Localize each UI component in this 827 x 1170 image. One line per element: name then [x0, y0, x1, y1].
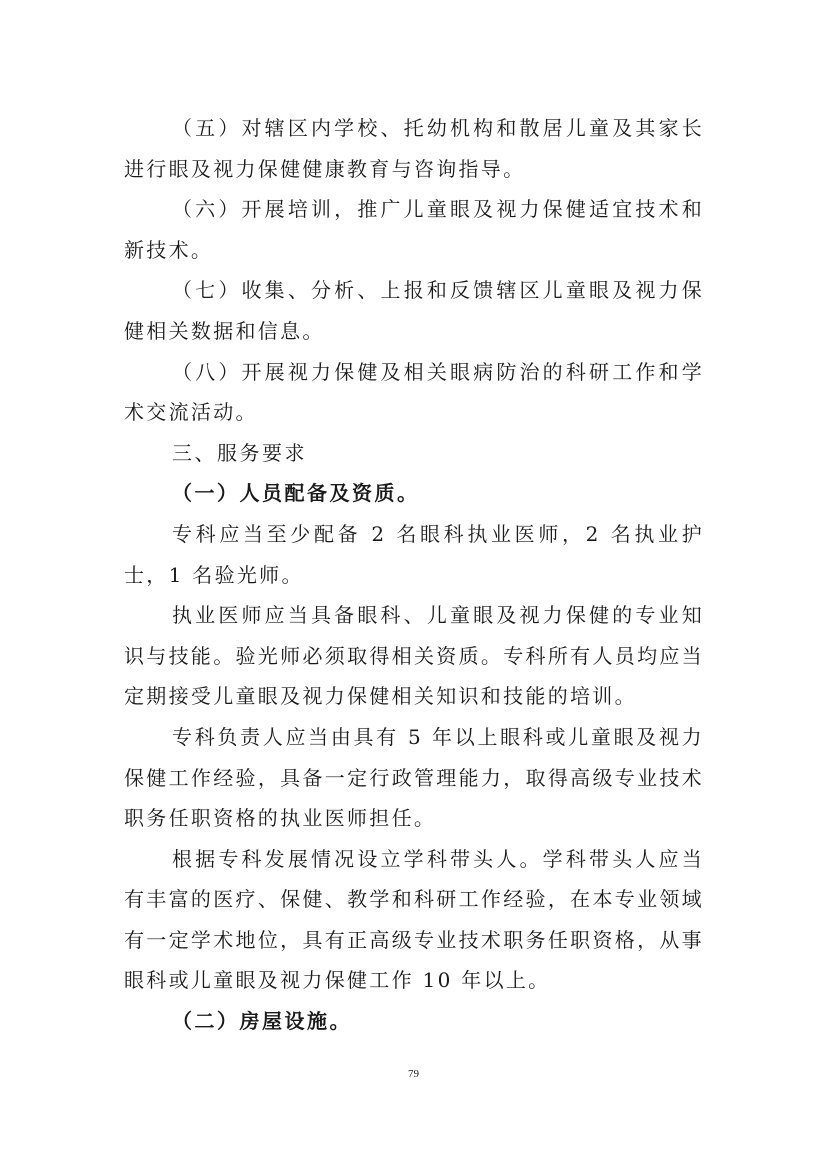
document-body — [124, 108, 704, 1042]
paragraph-item-6: （六）开展培训，推广儿童眼及视力保健适宜技术和新技术。 — [124, 197, 704, 262]
paragraph-item-8: （八）开展视力保健及相关眼病防治的科研工作和学术交流活动。 — [124, 359, 704, 425]
page-number: 79 — [408, 1068, 419, 1080]
paragraph-item-5: （五）对辖区内学校、托幼机构和散居儿童及其家长进行眼及视力保健健康教育与咨询指导。 — [124, 116, 704, 181]
subheading-facilities: （二）房屋设施。 — [172, 1009, 352, 1034]
paragraph-staff-numbers: 专科应当至少配备 2 名眼科执业医师，2 名执业护士，1 名验光师。 — [124, 521, 704, 587]
paragraph-physician-qualifications: 执业医师应当具备眼科、儿童眼及视力保健的专业知识与技能。验光师必须取得相关资质。专科所有人员均应当定期接受儿童眼及视力保健相关知识和技能的培训。 — [124, 603, 704, 709]
subheading-staffing: （一）人员配备及资质。 — [172, 481, 420, 506]
paragraph-item-7: （七）收集、分析、上报和反馈辖区儿童眼及视力保健相关数据和信息。 — [124, 278, 704, 343]
paragraph-discipline-leader: 根据专科发展情况设立学科带头人。学科带头人应当有丰富的医疗、保健、教学和科研工作经验，在本专业领域有一定学术地位，具有正高级专业技术职务任职资格，从事眼科或儿童眼及视力保健工作 10 年以上。 — [124, 846, 704, 993]
paragraph-department-head: 专科负责人应当由具有 5 年以上眼科或儿童眼及视力保健工作经验，具备一定行政管理能力，取得高级专业技术职务任职资格的执业医师担任。 — [124, 724, 704, 831]
section-heading-service-requirements: 三、服务要求 — [172, 440, 307, 465]
